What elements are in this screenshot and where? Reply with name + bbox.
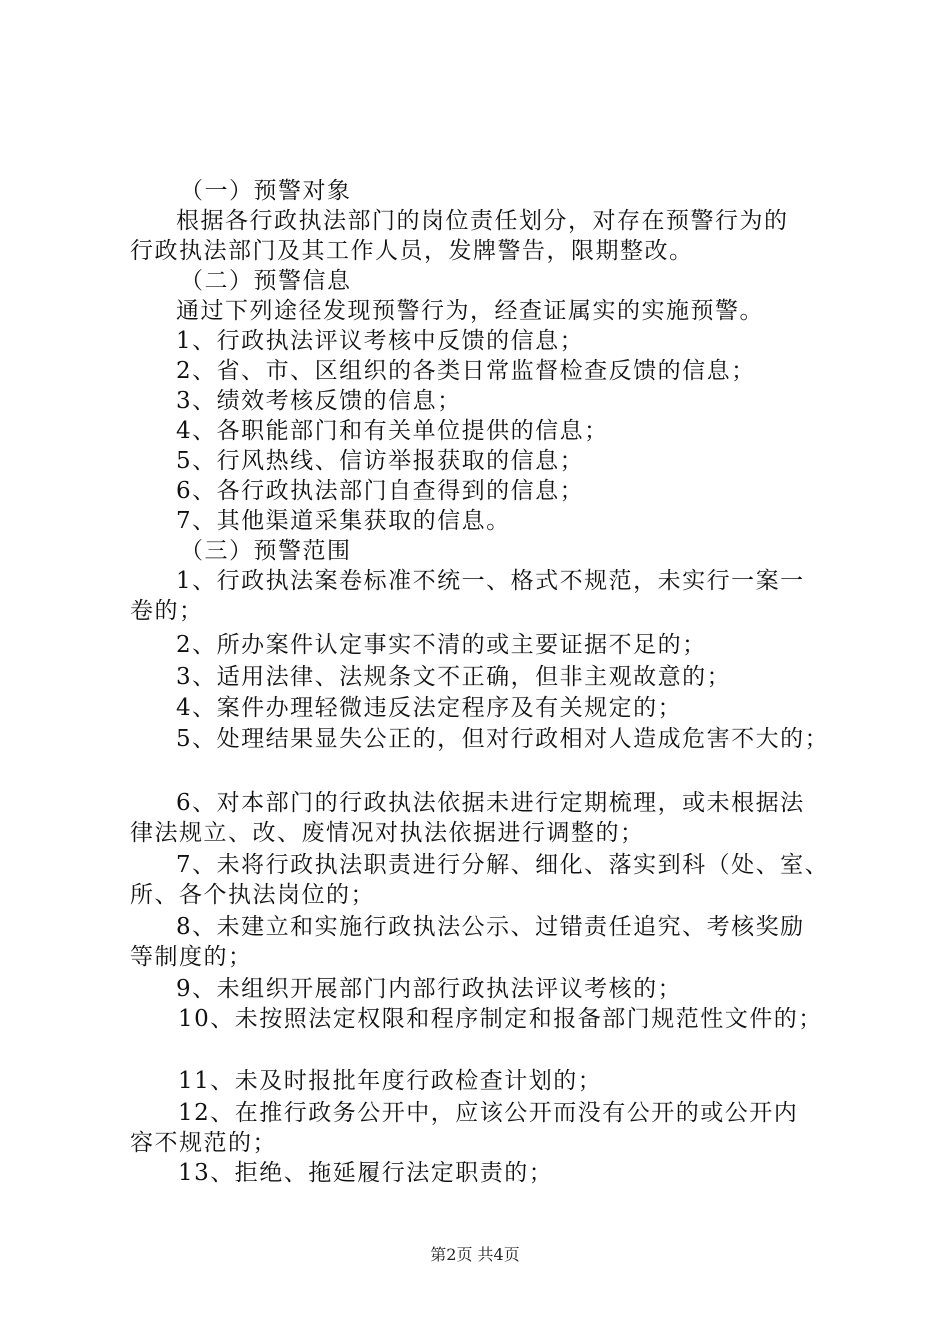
list-item: 6、各行政执法部门自查得到的信息； — [176, 478, 585, 504]
list-item: 4、各职能部门和有关单位提供的信息； — [176, 418, 609, 444]
section-heading-3: （三）预警范围 — [180, 538, 352, 564]
list-item: 10、未按照法定权限和程序制定和报备部门规范性文件的； — [178, 1006, 823, 1032]
list-item: 1、行政执法案卷标准不统一、格式不规范，未实行一案一 — [176, 568, 805, 594]
list-item-continuation: 所、各个执法岗位的； — [130, 882, 375, 908]
paragraph-line: 行政执法部门及其工作人员，发牌警告，限期整改。 — [130, 238, 694, 264]
list-item: 13、拒绝、拖延履行法定职责的； — [178, 1160, 554, 1186]
list-item: 7、其他渠道采集获取的信息。 — [176, 508, 511, 534]
list-item: 3、绩效考核反馈的信息； — [176, 388, 462, 414]
list-item: 5、处理结果显失公正的，但对行政相对人造成危害不大的； — [176, 726, 830, 752]
section-heading-2: （二）预警信息 — [180, 268, 352, 294]
list-item: 9、未组织开展部门内部行政执法评议考核的； — [176, 976, 683, 1002]
list-item: 11、未及时报批年度行政检查计划的； — [178, 1068, 603, 1094]
list-item: 4、案件办理轻微违反法定程序及有关规定的； — [176, 695, 683, 721]
paragraph-line: 通过下列途径发现预警行为，经查证属实的实施预警。 — [176, 298, 764, 324]
list-item-continuation: 卷的； — [130, 598, 204, 624]
list-item: 2、省、市、区组织的各类日常监督检查反馈的信息； — [176, 358, 756, 384]
list-item-continuation: 等制度的； — [130, 944, 253, 970]
list-item: 1、行政执法评议考核中反馈的信息； — [176, 328, 585, 354]
list-item: 6、对本部门的行政执法依据未进行定期梳理，或未根据法 — [176, 790, 805, 816]
list-item-continuation: 容不规范的； — [130, 1130, 277, 1156]
list-item: 3、适用法律、法规条文不正确，但非主观故意的； — [176, 664, 732, 690]
page-number-footer: 第2页 共4页 — [430, 1245, 520, 1264]
list-item: 2、所办案件认定事实不清的或主要证据不足的； — [176, 632, 707, 658]
list-item: 12、在推行政务公开中，应该公开而没有公开的或公开内 — [178, 1100, 799, 1126]
list-item: 8、未建立和实施行政执法公示、过错责任追究、考核奖励 — [176, 914, 805, 940]
paragraph-line: 根据各行政执法部门的岗位责任划分，对存在预警行为的 — [176, 208, 789, 234]
list-item-continuation: 律法规立、改、废情况对执法依据进行调整的； — [130, 820, 645, 846]
list-item: 7、未将行政执法职责进行分解、细化、落实到科（处、室、 — [176, 852, 830, 878]
section-heading-1: （一）预警对象 — [180, 178, 352, 204]
list-item: 5、行风热线、信访举报获取的信息； — [176, 448, 585, 474]
